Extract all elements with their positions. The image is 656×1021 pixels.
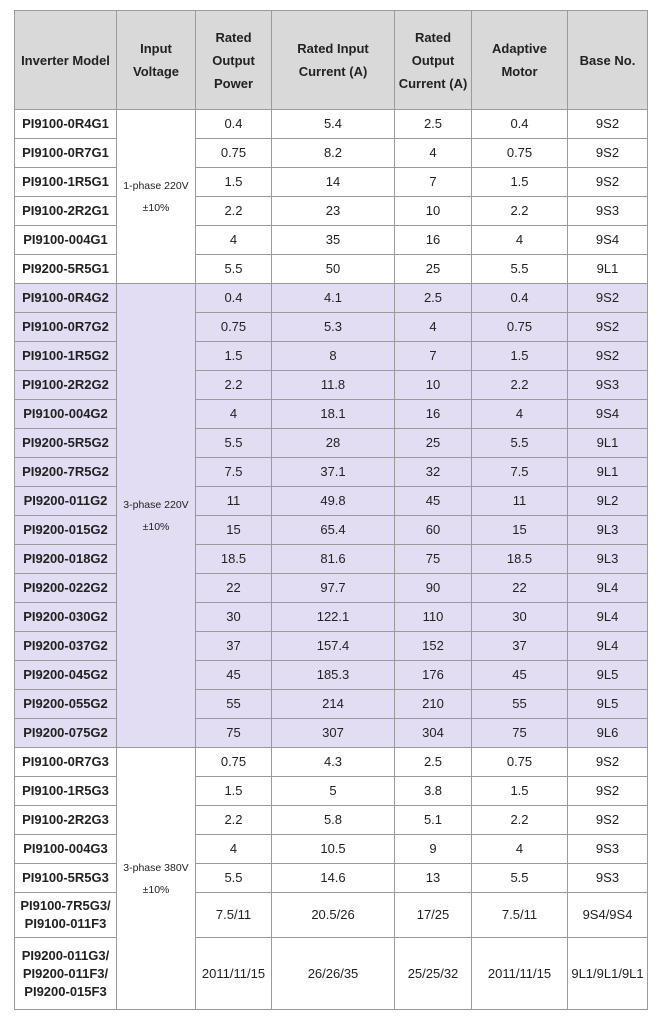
cell-adaptive-motor: 5.5 xyxy=(472,255,568,284)
cell-rated-output-current: 7 xyxy=(395,342,472,371)
table-row xyxy=(15,938,648,1010)
cell-rated-input-current: 4.1 xyxy=(272,284,395,313)
cell-inverter-model: PI9200-5R5G1 xyxy=(15,255,117,284)
cell-rated-input-current: 65.4 xyxy=(272,516,395,545)
cell-rated-output-current: 2.5 xyxy=(395,748,472,777)
table-row xyxy=(15,371,648,400)
table-row xyxy=(15,255,648,284)
table-body xyxy=(15,110,648,1010)
cell-rated-input-current: 97.7 xyxy=(272,574,395,603)
cell-base-no: 9L6 xyxy=(568,719,648,748)
cell-inverter-model: PI9200-030G2 xyxy=(15,603,117,632)
cell-adaptive-motor: 75 xyxy=(472,719,568,748)
cell-base-no: 9L4 xyxy=(568,632,648,661)
cell-rated-output-power: 37 xyxy=(196,632,272,661)
table-row xyxy=(15,226,648,255)
cell-rated-output-power: 5.5 xyxy=(196,255,272,284)
cell-rated-output-current: 176 xyxy=(395,661,472,690)
cell-rated-output-current: 10 xyxy=(395,197,472,226)
cell-inverter-model: PI9100-0R7G3 xyxy=(15,748,117,777)
inverter-spec-table xyxy=(14,10,648,1010)
cell-rated-input-current: 14 xyxy=(272,168,395,197)
cell-adaptive-motor: 30 xyxy=(472,603,568,632)
col-header-base-no: Base No. xyxy=(568,11,648,110)
cell-rated-output-current: 2.5 xyxy=(395,284,472,313)
cell-inverter-model: PI9200-015G2 xyxy=(15,516,117,545)
voltage-phase: 3-phase 220V xyxy=(123,498,189,511)
cell-inverter-model: PI9100-0R7G1 xyxy=(15,139,117,168)
cell-rated-output-current: 32 xyxy=(395,458,472,487)
cell-rated-output-power: 4 xyxy=(196,835,272,864)
cell-adaptive-motor: 1.5 xyxy=(472,777,568,806)
col-header-rated-input-current: Rated Input Current (A) xyxy=(272,11,395,110)
cell-adaptive-motor: 4 xyxy=(472,226,568,255)
cell-rated-output-current: 45 xyxy=(395,487,472,516)
cell-adaptive-motor: 37 xyxy=(472,632,568,661)
table-row xyxy=(15,748,648,777)
col-header-rated-output-power: Rated Output Power xyxy=(196,11,272,110)
table-row xyxy=(15,719,648,748)
cell-base-no: 9L1 xyxy=(568,458,648,487)
table-row xyxy=(15,110,648,139)
cell-base-no: 9S2 xyxy=(568,110,648,139)
cell-rated-input-current: 10.5 xyxy=(272,835,395,864)
cell-inverter-model: PI9100-5R5G3 xyxy=(15,864,117,893)
cell-base-no: 9L1 xyxy=(568,255,648,284)
cell-inverter-model: PI9100-1R5G3 xyxy=(15,777,117,806)
cell-rated-output-current: 13 xyxy=(395,864,472,893)
cell-adaptive-motor: 22 xyxy=(472,574,568,603)
cell-rated-output-current: 16 xyxy=(395,226,472,255)
cell-inverter-model: PI9200-011G2 xyxy=(15,487,117,516)
cell-rated-output-current: 75 xyxy=(395,545,472,574)
table-row xyxy=(15,342,648,371)
cell-rated-output-power: 4 xyxy=(196,226,272,255)
cell-rated-input-current: 5.3 xyxy=(272,313,395,342)
col-header-inverter-model: Inverter Model xyxy=(15,11,117,110)
voltage-phase: 3-phase 380V xyxy=(123,861,189,874)
cell-rated-output-power: 15 xyxy=(196,516,272,545)
cell-rated-output-power: 0.75 xyxy=(196,139,272,168)
cell-rated-input-current: 185.3 xyxy=(272,661,395,690)
cell-rated-output-power: 0.4 xyxy=(196,110,272,139)
col-header-adaptive-motor: Adaptive Motor xyxy=(472,11,568,110)
cell-rated-output-power: 7.5/11 xyxy=(196,893,272,938)
cell-inverter-model: PI9100-004G1 xyxy=(15,226,117,255)
cell-adaptive-motor: 2.2 xyxy=(472,806,568,835)
table-row xyxy=(15,400,648,429)
cell-rated-output-current: 4 xyxy=(395,139,472,168)
cell-rated-output-current: 25 xyxy=(395,255,472,284)
cell-inverter-model: PI9200-075G2 xyxy=(15,719,117,748)
cell-base-no: 9L4 xyxy=(568,574,648,603)
cell-base-no: 9L5 xyxy=(568,690,648,719)
col-header-rated-output-current: Rated Output Current (A) xyxy=(395,11,472,110)
cell-inverter-model: PI9100-0R4G2 xyxy=(15,284,117,313)
cell-rated-output-power: 30 xyxy=(196,603,272,632)
cell-base-no: 9L4 xyxy=(568,603,648,632)
table-row xyxy=(15,603,648,632)
cell-base-no: 9S2 xyxy=(568,168,648,197)
cell-rated-input-current: 5.8 xyxy=(272,806,395,835)
cell-rated-input-current: 14.6 xyxy=(272,864,395,893)
cell-rated-output-current: 25/25/32 xyxy=(395,938,472,1010)
cell-inverter-model: PI9100-0R7G2 xyxy=(15,313,117,342)
cell-rated-input-current: 81.6 xyxy=(272,545,395,574)
cell-adaptive-motor: 4 xyxy=(472,835,568,864)
table-row xyxy=(15,168,648,197)
cell-rated-input-current: 20.5/26 xyxy=(272,893,395,938)
cell-rated-output-power: 7.5 xyxy=(196,458,272,487)
cell-input-voltage xyxy=(117,110,196,284)
table-row xyxy=(15,516,648,545)
cell-rated-output-current: 304 xyxy=(395,719,472,748)
cell-rated-input-current: 122.1 xyxy=(272,603,395,632)
cell-base-no: 9S2 xyxy=(568,139,648,168)
cell-rated-output-current: 17/25 xyxy=(395,893,472,938)
cell-rated-output-power: 4 xyxy=(196,400,272,429)
cell-base-no: 9S3 xyxy=(568,864,648,893)
table-row xyxy=(15,313,648,342)
cell-base-no: 9S3 xyxy=(568,835,648,864)
voltage-phase: 1-phase 220V xyxy=(123,179,189,192)
cell-adaptive-motor: 1.5 xyxy=(472,168,568,197)
cell-rated-input-current: 26/26/35 xyxy=(272,938,395,1010)
cell-inverter-model: PI9200-045G2 xyxy=(15,661,117,690)
cell-input-voltage xyxy=(117,748,196,1010)
cell-adaptive-motor: 5.5 xyxy=(472,429,568,458)
cell-adaptive-motor: 0.75 xyxy=(472,313,568,342)
cell-rated-output-power: 11 xyxy=(196,487,272,516)
cell-rated-output-current: 110 xyxy=(395,603,472,632)
cell-rated-input-current: 8 xyxy=(272,342,395,371)
cell-base-no: 9S4/9S4 xyxy=(568,893,648,938)
cell-rated-output-current: 90 xyxy=(395,574,472,603)
table-row xyxy=(15,139,648,168)
cell-base-no: 9L1/9L1/9L1 xyxy=(568,938,648,1010)
cell-inverter-model: PI9200-055G2 xyxy=(15,690,117,719)
cell-base-no: 9S3 xyxy=(568,197,648,226)
cell-rated-input-current: 5 xyxy=(272,777,395,806)
cell-adaptive-motor: 45 xyxy=(472,661,568,690)
cell-rated-input-current: 157.4 xyxy=(272,632,395,661)
cell-inverter-model: PI9100-1R5G1 xyxy=(15,168,117,197)
cell-rated-output-current: 2.5 xyxy=(395,110,472,139)
cell-inverter-model: PI9100-2R2G3 xyxy=(15,806,117,835)
cell-adaptive-motor: 1.5 xyxy=(472,342,568,371)
table-row xyxy=(15,487,648,516)
cell-rated-output-power: 1.5 xyxy=(196,342,272,371)
cell-rated-output-power: 18.5 xyxy=(196,545,272,574)
cell-adaptive-motor: 15 xyxy=(472,516,568,545)
cell-rated-output-current: 210 xyxy=(395,690,472,719)
cell-rated-output-power: 45 xyxy=(196,661,272,690)
table-row xyxy=(15,632,648,661)
cell-adaptive-motor: 18.5 xyxy=(472,545,568,574)
cell-adaptive-motor: 2011/11/15 xyxy=(472,938,568,1010)
cell-rated-output-current: 3.8 xyxy=(395,777,472,806)
table-row xyxy=(15,545,648,574)
table-row xyxy=(15,574,648,603)
cell-base-no: 9S4 xyxy=(568,226,648,255)
cell-adaptive-motor: 7.5 xyxy=(472,458,568,487)
cell-adaptive-motor: 7.5/11 xyxy=(472,893,568,938)
table-row xyxy=(15,661,648,690)
cell-adaptive-motor: 5.5 xyxy=(472,864,568,893)
cell-rated-input-current: 35 xyxy=(272,226,395,255)
table-row xyxy=(15,893,648,938)
table-row xyxy=(15,284,648,313)
cell-inverter-model: PI9100-1R5G2 xyxy=(15,342,117,371)
cell-inverter-model: PI9100-7R5G3/ PI9100-011F3 xyxy=(15,893,117,938)
cell-base-no: 9L2 xyxy=(568,487,648,516)
cell-rated-output-power: 0.75 xyxy=(196,313,272,342)
cell-rated-input-current: 49.8 xyxy=(272,487,395,516)
cell-rated-output-power: 2.2 xyxy=(196,806,272,835)
cell-inverter-model: PI9100-2R2G1 xyxy=(15,197,117,226)
cell-base-no: 9S2 xyxy=(568,806,648,835)
cell-base-no: 9S3 xyxy=(568,371,648,400)
cell-adaptive-motor: 0.4 xyxy=(472,110,568,139)
cell-base-no: 9S2 xyxy=(568,284,648,313)
cell-base-no: 9S2 xyxy=(568,777,648,806)
cell-rated-output-power: 5.5 xyxy=(196,429,272,458)
cell-rated-output-power: 75 xyxy=(196,719,272,748)
cell-rated-input-current: 23 xyxy=(272,197,395,226)
cell-inverter-model: PI9200-018G2 xyxy=(15,545,117,574)
cell-adaptive-motor: 4 xyxy=(472,400,568,429)
cell-base-no: 9L5 xyxy=(568,661,648,690)
cell-rated-output-current: 9 xyxy=(395,835,472,864)
cell-inverter-model: PI9100-2R2G2 xyxy=(15,371,117,400)
cell-adaptive-motor: 0.4 xyxy=(472,284,568,313)
cell-rated-output-power: 5.5 xyxy=(196,864,272,893)
cell-rated-output-current: 25 xyxy=(395,429,472,458)
cell-rated-output-current: 10 xyxy=(395,371,472,400)
cell-base-no: 9S2 xyxy=(568,313,648,342)
table-row xyxy=(15,806,648,835)
cell-base-no: 9S2 xyxy=(568,748,648,777)
cell-base-no: 9L1 xyxy=(568,429,648,458)
cell-inverter-model: PI9100-004G3 xyxy=(15,835,117,864)
table-row xyxy=(15,690,648,719)
cell-inverter-model: PI9100-004G2 xyxy=(15,400,117,429)
cell-rated-output-power: 1.5 xyxy=(196,777,272,806)
cell-input-voltage xyxy=(117,284,196,748)
col-header-input-voltage: Input Voltage xyxy=(117,11,196,110)
cell-rated-input-current: 307 xyxy=(272,719,395,748)
cell-rated-output-power: 0.75 xyxy=(196,748,272,777)
cell-inverter-model: PI9200-022G2 xyxy=(15,574,117,603)
cell-rated-output-power: 2.2 xyxy=(196,371,272,400)
voltage-tolerance: ±10% xyxy=(142,520,170,533)
cell-adaptive-motor: 0.75 xyxy=(472,748,568,777)
cell-rated-input-current: 8.2 xyxy=(272,139,395,168)
cell-rated-output-current: 60 xyxy=(395,516,472,545)
cell-rated-output-current: 7 xyxy=(395,168,472,197)
cell-adaptive-motor: 55 xyxy=(472,690,568,719)
cell-inverter-model: PI9200-011G3/ PI9200-011F3/ PI9200-015F3 xyxy=(15,938,117,1010)
voltage-tolerance: ±10% xyxy=(142,883,170,896)
cell-rated-input-current: 28 xyxy=(272,429,395,458)
cell-rated-output-current: 4 xyxy=(395,313,472,342)
cell-rated-output-power: 22 xyxy=(196,574,272,603)
cell-rated-output-power: 2.2 xyxy=(196,197,272,226)
cell-rated-output-power: 1.5 xyxy=(196,168,272,197)
cell-rated-input-current: 4.3 xyxy=(272,748,395,777)
cell-rated-input-current: 37.1 xyxy=(272,458,395,487)
cell-adaptive-motor: 0.75 xyxy=(472,139,568,168)
cell-rated-input-current: 18.1 xyxy=(272,400,395,429)
cell-rated-output-current: 16 xyxy=(395,400,472,429)
cell-inverter-model: PI9100-0R4G1 xyxy=(15,110,117,139)
cell-rated-input-current: 5.4 xyxy=(272,110,395,139)
table-row xyxy=(15,197,648,226)
table-row xyxy=(15,429,648,458)
cell-adaptive-motor: 2.2 xyxy=(472,371,568,400)
cell-inverter-model: PI9200-7R5G2 xyxy=(15,458,117,487)
cell-rated-output-power: 2011/11/15 xyxy=(196,938,272,1010)
table-row xyxy=(15,458,648,487)
cell-rated-output-current: 5.1 xyxy=(395,806,472,835)
cell-inverter-model: PI9200-5R5G2 xyxy=(15,429,117,458)
table-row xyxy=(15,777,648,806)
table-row xyxy=(15,835,648,864)
cell-base-no: 9S2 xyxy=(568,342,648,371)
cell-rated-output-power: 55 xyxy=(196,690,272,719)
voltage-tolerance: ±10% xyxy=(142,201,170,214)
cell-rated-output-current: 152 xyxy=(395,632,472,661)
cell-inverter-model: PI9200-037G2 xyxy=(15,632,117,661)
cell-rated-output-power: 0.4 xyxy=(196,284,272,313)
cell-rated-input-current: 50 xyxy=(272,255,395,284)
table-row xyxy=(15,864,648,893)
cell-base-no: 9L3 xyxy=(568,545,648,574)
cell-base-no: 9S4 xyxy=(568,400,648,429)
cell-rated-input-current: 11.8 xyxy=(272,371,395,400)
cell-rated-input-current: 214 xyxy=(272,690,395,719)
cell-adaptive-motor: 2.2 xyxy=(472,197,568,226)
cell-adaptive-motor: 11 xyxy=(472,487,568,516)
cell-base-no: 9L3 xyxy=(568,516,648,545)
header-row xyxy=(15,11,648,110)
